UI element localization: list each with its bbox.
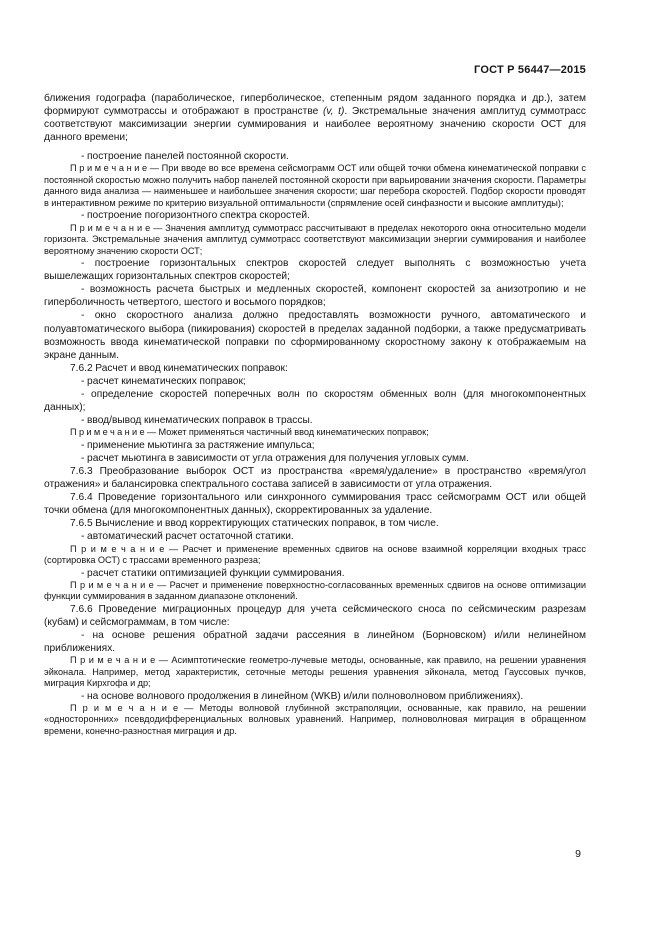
note-paragraph: П р и м е ч а н и е — При вводе во все времена сейсмограмм ОСТ или общей точки обмена кинематической поправки с постоянной скоростью можно получить набор панелей постоянной скорости при варьировании значения скорости. Параметры данного вида анализа — наименьшее и наибольшее значения скорости; шаг перебора скоростей. Подбор скорости проводят в интерактивном режиме по критерию визуальной оптимальности (спрямление осей синфазности и высокие амплитуды);	[44, 163, 586, 208]
note-paragraph: П р и м е ч а н и е — Значения амплитуд суммотрасс рассчитывают в пределах некоторого окна относительно модели горизонта. Экстремальные значения амплитуд суммотрасс соответствуют максимизации энергии суммирования и наиболее вероятному значению скорости ОСТ;	[44, 222, 586, 256]
paragraph: 7.6.6 Проведение миграционных процедур для учета сейсмического сноса по сейсмическим разрезам (кубам) и сейсмограммам, в том числе:	[44, 603, 586, 628]
list-item: - определение скоростей поперечных волн по скоростям обменных волн (для многокомпонентных данных);	[44, 389, 586, 414]
list-item: - построение погоризонтного спектра скоростей.	[81, 210, 310, 222]
italic-run: (v, t)	[322, 106, 345, 118]
text-block	[44, 64, 586, 737]
list-item: - применение мьютинга за растяжение импульса;	[81, 439, 315, 451]
list-item: - окно скоростного анализа должно предоставлять возможности ручного, автоматического и полуавтоматического выбора (пикирования) скоростей в пределах заданной подборки, а также предусматривать возможность ввода кинематической поправки по сформированному скоростному закону к отображаемым на экране данным.	[44, 310, 586, 361]
list-item: - построение горизонтальных спектров скоростей следует выполнять с возможностью учета вышележащих горизонтальных спектров скоростей;	[44, 258, 586, 283]
list-item: - на основе решения обратной задачи рассеяния в линейном (Борновском) и/или нелинейном приближениях.	[44, 629, 586, 654]
document-body	[44, 92, 586, 737]
list-item: - построение панелей постоянной скорости.	[81, 151, 289, 163]
list-item: - расчет кинематических поправок;	[81, 375, 246, 387]
text-run: . Экстремальные значения амплитуд суммотрасс соответствуют максимизации энергии суммирования и наиболее вероятному значению скорости ОСТ для данного времени;	[44, 106, 586, 144]
list-item: - автоматический расчет остаточной статики.	[81, 531, 294, 543]
paragraph	[44, 92, 586, 144]
paragraph: 7.6.5 Вычисление и ввод корректирующих статических поправок, в том числе.	[70, 518, 439, 530]
list-item: - расчет мьютинга в зависимости от угла отражения для получения угловых сумм.	[81, 452, 469, 464]
paragraph: 7.6.3 Преобразование выборок ОСТ из пространства «время/удаление» в пространство «время/угол отражения» и балансировка спектрального состава записей в зависимости от угла отражения.	[44, 465, 586, 491]
list-item: - расчет статики оптимизацией функции суммирования.	[81, 567, 345, 579]
paragraph: 7.6.2 Расчет и ввод кинематических поправок:	[70, 362, 288, 374]
paragraph: 7.6.4 Проведение горизонтального или синхронного суммирования трасс сейсмограмм ОСТ или общей точки обмена (для многокомпонентных данных), скорректированных за удаление.	[44, 492, 586, 517]
list-item: - на основе волнового продолжения в линейном (WKB) и/или полноволновом приближениях).	[81, 690, 524, 702]
text-run: ближения годографа (параболическое, гиперболическое, степенным рядом заданного порядка и др.), затем формируют суммотрассы и отображают в пространстве	[44, 93, 586, 118]
note-paragraph: П р и м е ч а н и е — Может применяться частичный ввод кинематических поправок;	[70, 427, 429, 438]
note-paragraph: П р и м е ч а н и е — Расчет и применение поверхностно-согласованных временных сдвигов на основе оптимизации функции суммирования в заданном диапазоне отклонений.	[44, 579, 586, 602]
page-number: 9	[575, 848, 581, 860]
list-item: - возможность расчета быстрых и медленных скоростей, компонент скоростей за анизотропию и не гиперболичность четвертого, шестого и восьмого порядков;	[44, 284, 586, 309]
note-paragraph: П р и м е ч а н и е — Расчет и применение временных сдвигов на основе взаимной корреляции входных трасс (сортировка ОСТ) с трассами временного разреза;	[44, 543, 586, 566]
note-paragraph: П р и м е ч а н и е — Методы волновой глубинной экстраполяции, основанные, как правило, на решении «односторонних» псевдодифференциальных волновых уравнений. Например, полноволновая миграция в обращенном времени, конечно-разностная миграция и др.	[44, 702, 586, 736]
note-paragraph: П р и м е ч а н и е — Асимптотические геометро-лучевые методы, основанные, как правило, на решении уравнения эйконала. Например, метод характеристик, сеточные методы решения уравнения эйконала, метод Гауссовых пучков, миграция Кирхгофа и др;	[44, 655, 586, 688]
list-item: - ввод/вывод кинематических поправок в трассы.	[81, 415, 313, 427]
document-code-header: ГОСТ Р 56447—2015	[474, 64, 586, 76]
